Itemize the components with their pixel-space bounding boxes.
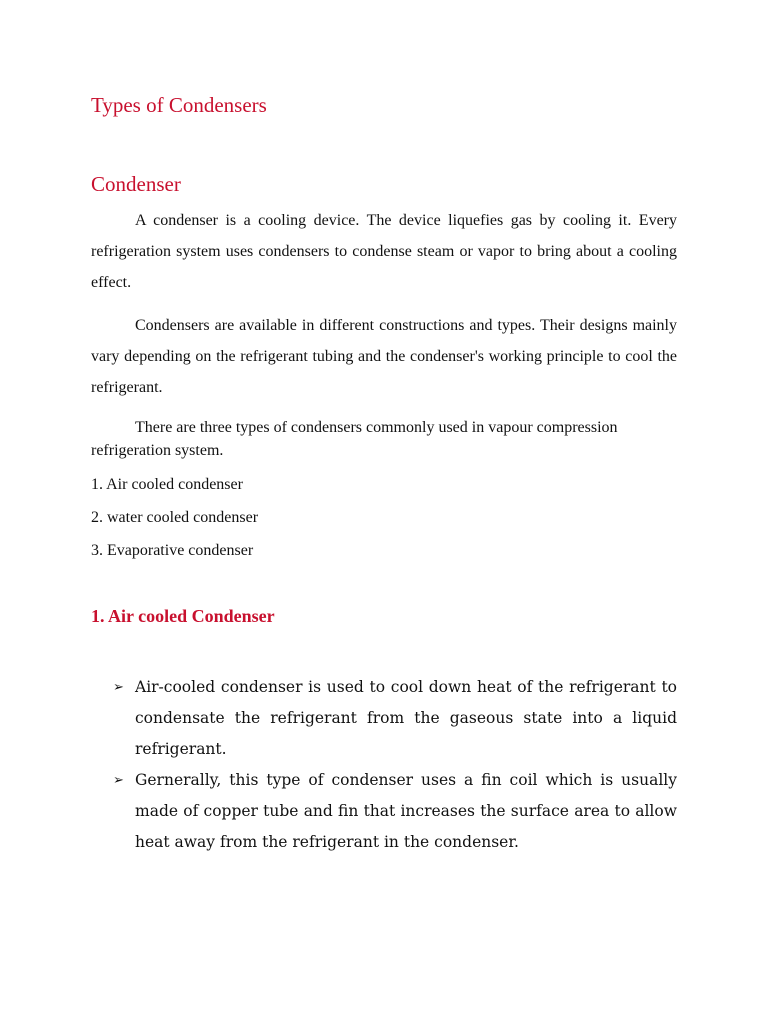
- list-item: 1. Air cooled condenser: [91, 476, 243, 493]
- bullet-text: Gernerally, this type of condenser uses a fin coil which is usually made of copper tube and fin that increases the surface area to allow heat away from the refrigerant in the condenser.: [135, 771, 677, 851]
- section-heading-condenser: Condenser: [91, 172, 181, 196]
- condenser-types-list: [91, 475, 258, 574]
- paragraph-definition: A condenser is a cooling device. The device liquefies gas by cooling it. Every refrigeration system uses condensers to condense steam or vapor to bring about a cooling effect.: [91, 212, 677, 291]
- sub-heading-air-cooled: 1. Air cooled Condenser: [91, 606, 275, 626]
- air-cooled-bullet-list: [113, 672, 677, 858]
- list-item: 3. Evaporative condenser: [91, 542, 254, 559]
- arrow-bullet-icon: ➢: [113, 680, 124, 695]
- paragraph-three-types: There are three types of condensers commonly used in vapour compression refrigeration system.: [91, 419, 618, 459]
- bullet-item: [113, 765, 677, 858]
- document-title: Types of Condensers: [91, 93, 267, 117]
- bullet-item: [113, 672, 677, 765]
- bullet-text: Air-cooled condenser is used to cool down heat of the refrigerant to condensate the refrigerant from the gaseous state into a liquid refrigerant.: [135, 678, 677, 758]
- list-item: 2. water cooled condenser: [91, 509, 259, 526]
- paragraph-constructions: Condensers are available in different constructions and types. Their designs mainly vary depending on the refrigerant tubing and the condenser's working principle to cool the refrigerant.: [91, 317, 677, 396]
- arrow-bullet-icon: ➢: [113, 773, 124, 788]
